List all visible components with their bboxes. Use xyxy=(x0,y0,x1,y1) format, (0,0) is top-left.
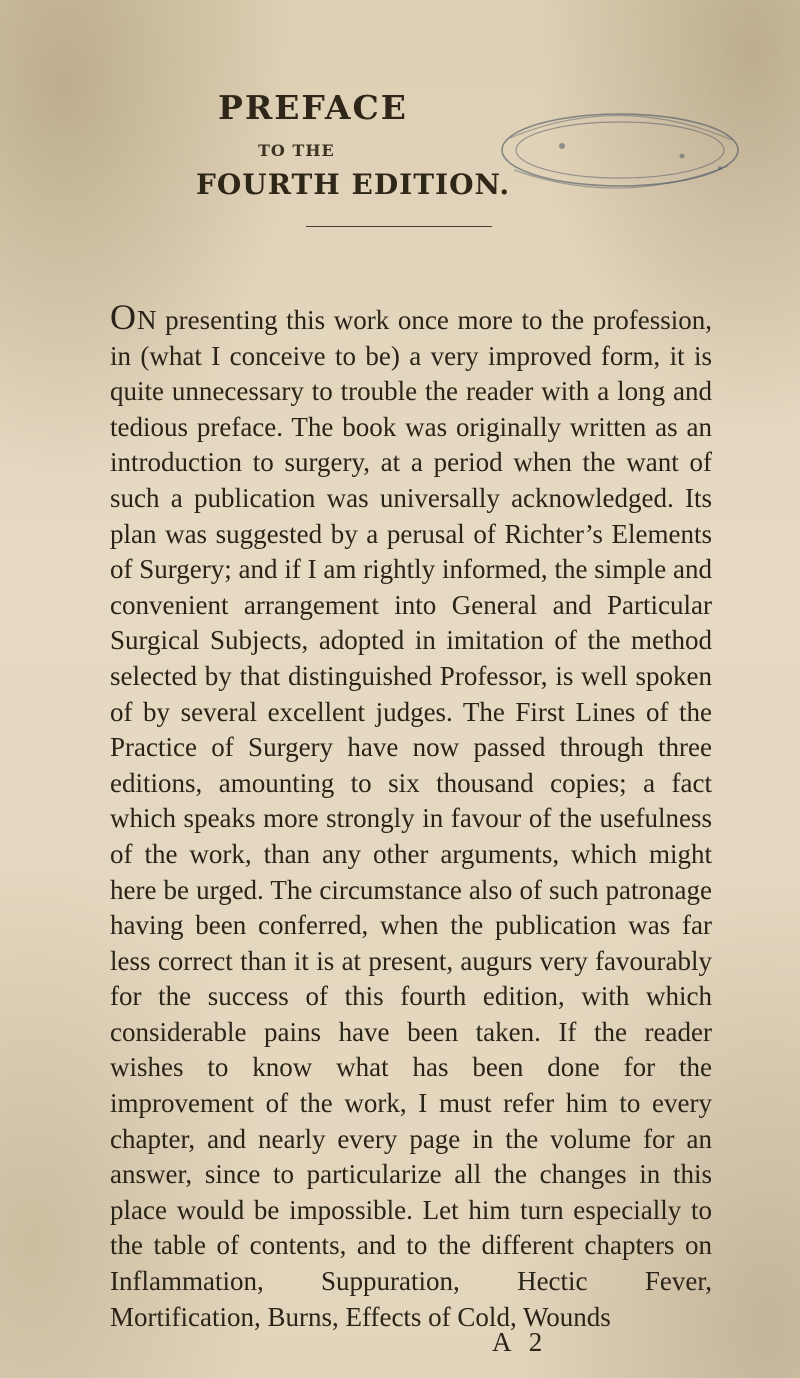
library-stamp-icon xyxy=(470,98,770,208)
subtitle-edition: FOURTH EDITION. xyxy=(196,168,511,201)
small-cap: N xyxy=(137,305,157,335)
preface-paragraph xyxy=(110,297,712,1335)
title-divider xyxy=(306,226,492,227)
drop-cap: O xyxy=(110,297,137,337)
paragraph-text: presenting this work once more to the profession, in (what I conceive to be) a very improved form, it is quite unnecessary to trouble the reader with a long and tedious preface. The book was originally written as an introduction to surgery, at a period when the want of such a publication was universally acknowledged. Its plan was suggested by a perusal of Richter’s Elements of Surgery; and if I am rightly informed, the simple and convenient arrangement into General and Particular Surgical Subjects, adopted in imitation of the method selected by that distinguished Professor, is well spoken of by several excellent judges. The First Lines of the Practice of Surgery have now passed through three editions, amounting to six thousand copies; a fact which speaks more strongly in favour of the usefulness of the work, than any other arguments, which might here be urged. The circumstance also of such patronage having been conferred, when the publication was far less correct than it is at present, augurs very favourably for the success of this fourth edition, with which considerable pains have been taken. If the reader wishes to know what has been done for the improvement of the work, I must refer him to every chapter, and nearly every page in the volume for an answer, since to particularize all the changes in this place would be impossible. Let him turn especially to the table of contents, and to the different chapters on Inflammation, Suppuration, Hectic Fever, Mortification, Burns, Effects of Cold, Wounds xyxy=(110,305,712,1332)
preface-body xyxy=(110,297,712,1335)
subtitle-to-the: TO THE xyxy=(258,141,335,160)
page-title: PREFACE xyxy=(218,88,408,127)
signature-mark: A 2 xyxy=(492,1327,549,1357)
